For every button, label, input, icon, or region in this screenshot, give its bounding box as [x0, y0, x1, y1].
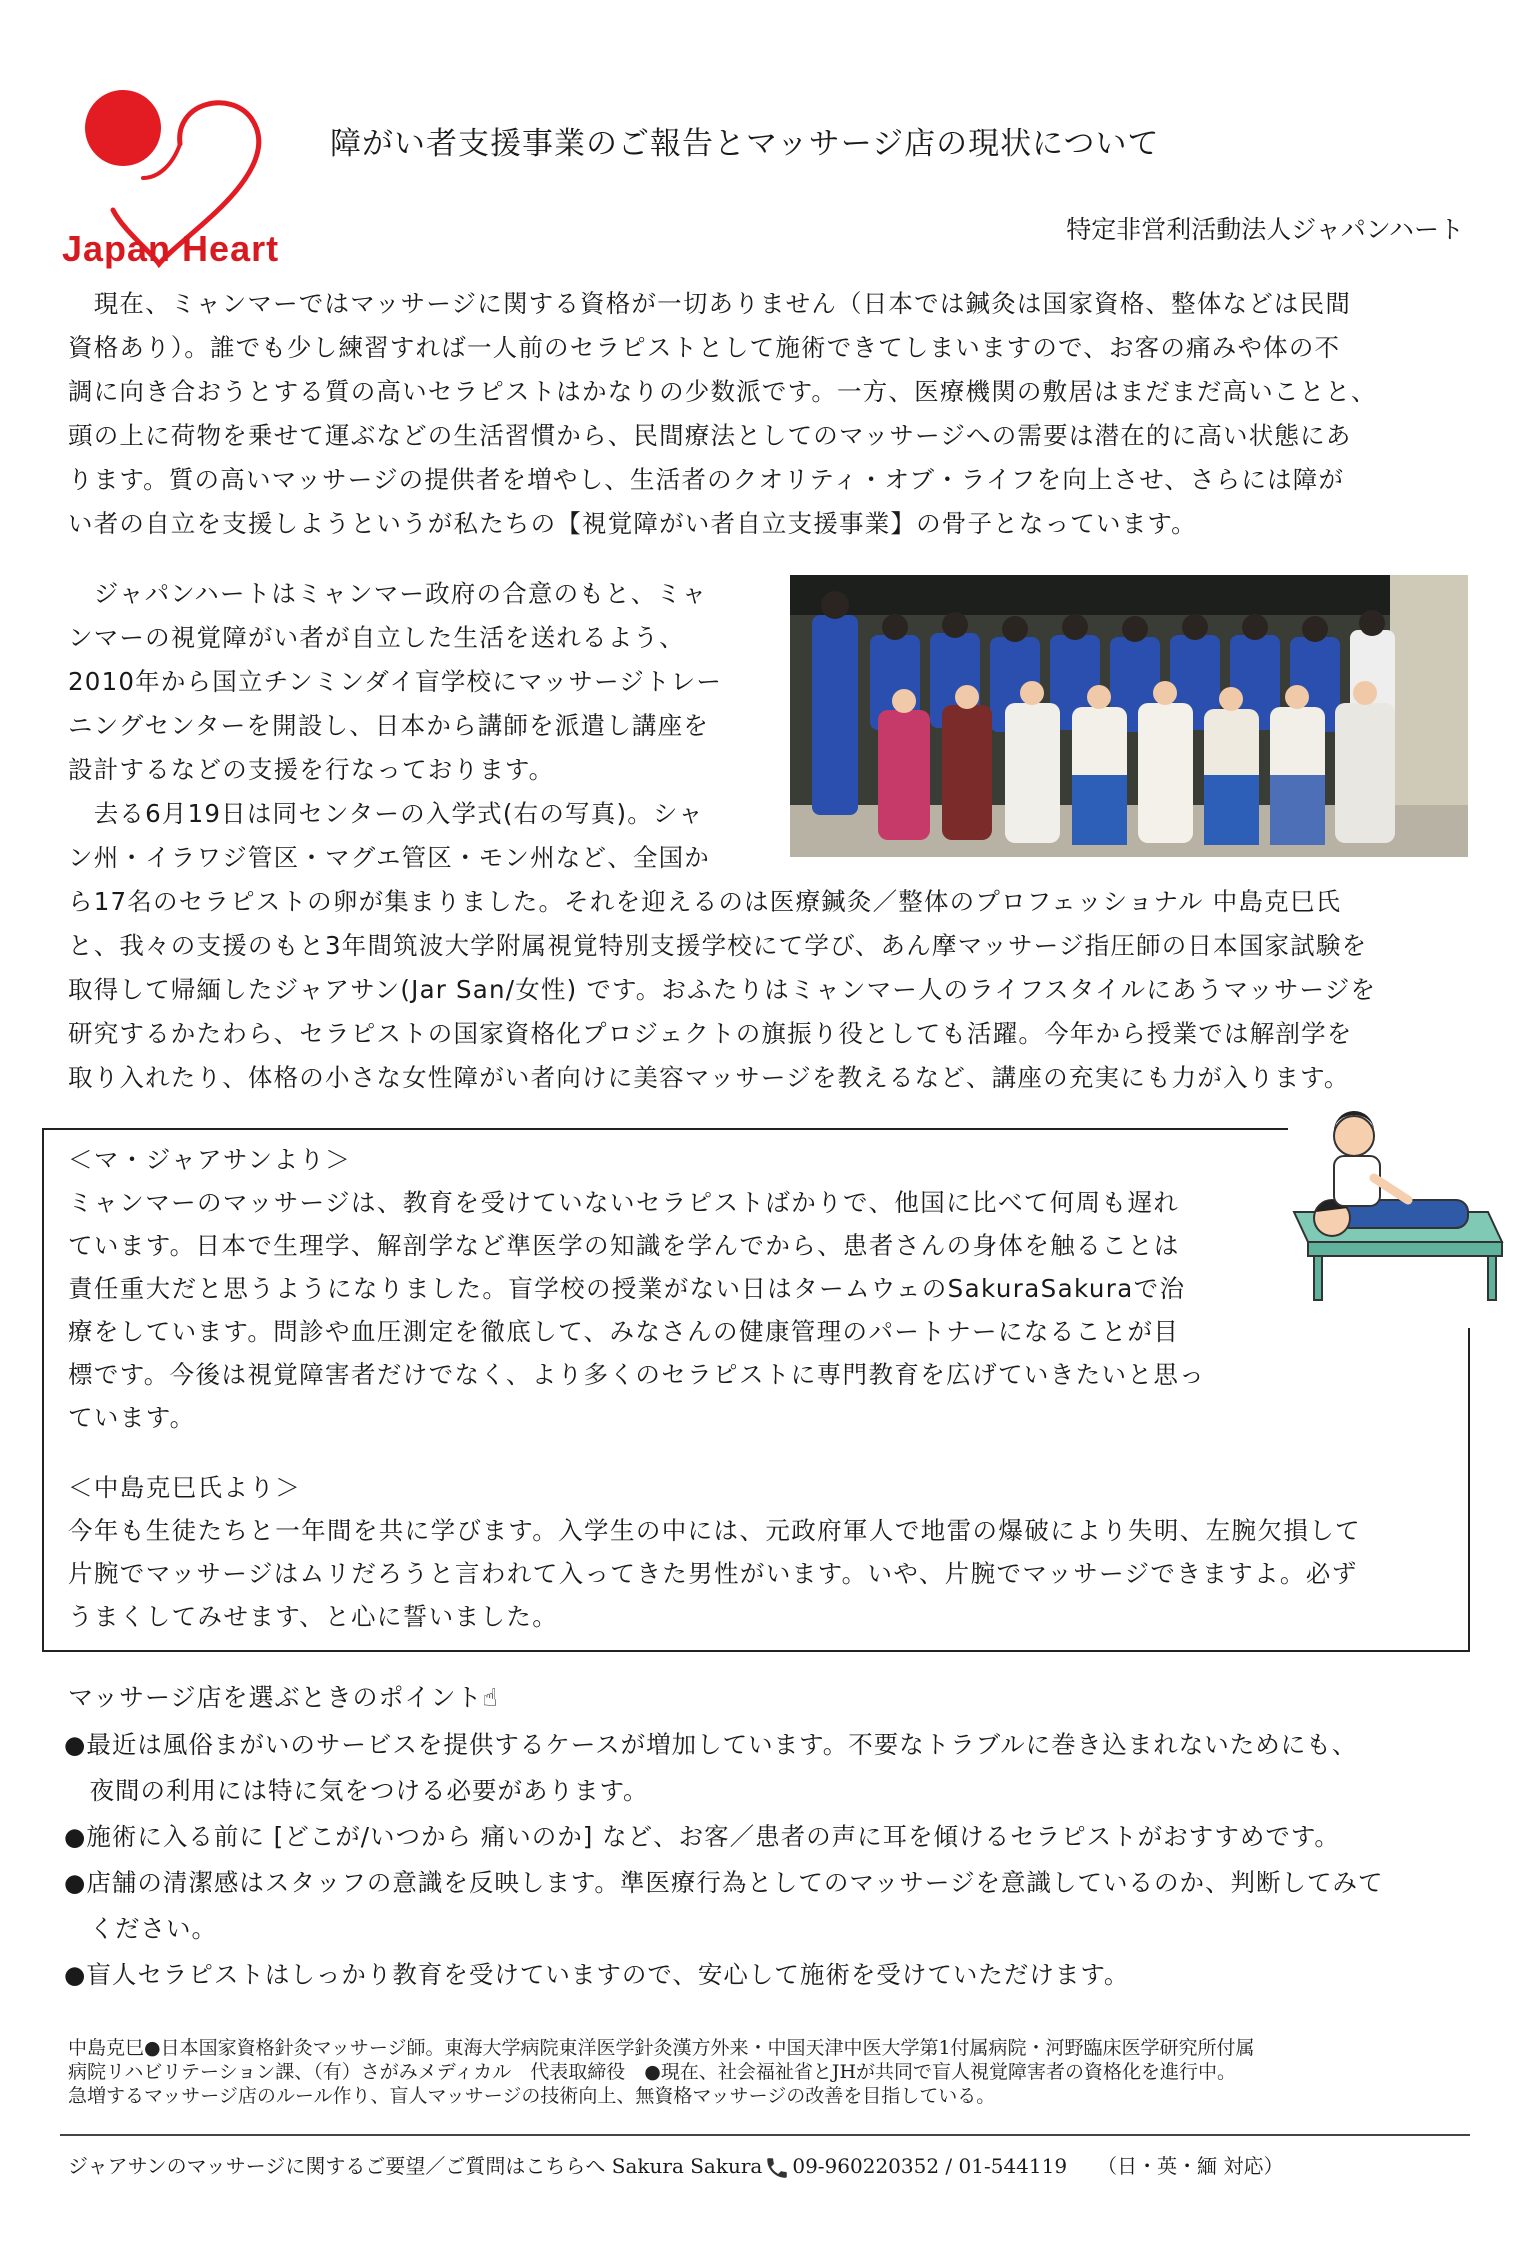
text-line: ンマーの視覚障がい者が自立した生活を送れるよう、	[68, 623, 685, 652]
text-line: 療をしています。問診や血圧測定を徹底して、みなさんの健康管理のパートナーになることが目	[68, 1317, 1180, 1346]
phone-numbers: 09-960220352 / 01-544119	[792, 2154, 1068, 2178]
list-item: ●盲人セラピストはしっかり教育を受けていますので、安心して施術を受けていただけます。	[64, 1960, 1130, 1989]
text-line: ています。	[68, 1403, 196, 1432]
phone-icon	[764, 2155, 790, 2181]
quote-heading: ＜マ・ジャアサンより＞	[68, 1145, 352, 1174]
text-line: ジャパンハートはミャンマー政府の合意のもと、ミャ	[68, 579, 708, 608]
text-line: ニングセンターを開設し、日本から講師を派遣し講座を	[68, 711, 710, 740]
text-line: 今年も生徒たちと一年間を共に学びます。入学生の中には、元政府軍人で地雷の爆破により失明、左腕欠損して	[68, 1516, 1362, 1545]
text-line: うまくしてみせます、と心に誓いました。	[68, 1602, 559, 1631]
text-line: 資格あり）。誰でも少し練習すれば一人前のセラピストとして施術できてしまいますので、お客の痛みや体の不	[68, 333, 1341, 362]
text-line: ています。日本で生理学、解剖学など準医学の知識を学んでから、患者さんの身体を触ることは	[68, 1231, 1180, 1260]
text-line: と、我々の支援のもと3年間筑波大学附属視覚特別支援学校にて学び、あん摩マッサージ指圧師の日本国家試験を	[68, 931, 1368, 960]
nakajima-quote	[68, 1466, 1458, 1638]
text-line: 病院リハビリテーション課、（有）さがみメディカル 代表取締役 ●現在、社会福祉省とJHが共同で盲人視覚障害者の資格化を進行中。	[68, 2061, 1237, 2083]
text-line: 標です。今後は視覚障害者だけでなく、より多くのセラピストに専門教育を広げていきたいと思っ	[68, 1360, 1206, 1389]
text-line: 去る6月19日は同センターの入学式(右の写真)。シャ	[68, 799, 704, 828]
divider	[60, 2134, 1470, 2136]
instructors-paragraph	[68, 880, 1488, 1100]
jarsan-quote	[68, 1138, 1288, 1439]
text-line: 頭の上に荷物を乗せて運ぶなどの生活習慣から、民間療法としてのマッサージへの需要は潜在的に高い状態にあ	[68, 421, 1352, 450]
text-line: 調に向き合おうとする質の高いセラピストはかなりの少数派です。一方、医療機関の敷居はまだまだ高いことと、	[68, 377, 1377, 406]
text-line: ミャンマーのマッサージは、教育を受けていないセラピストばかりで、他国に比べて何周も遅れ	[68, 1188, 1180, 1217]
text-line: ら17名のセラピストの卵が集まりました。それを迎えるのは医療鍼灸／整体のプロフェッショナル 中島克巳氏	[68, 887, 1342, 916]
list-item: ●施術に入る前に [どこが/いつから 痛いのか] など、お客／患者の声に耳を傾けるセラピストがおすすめです。	[64, 1822, 1340, 1851]
quote-heading: ＜中島克巳氏より＞	[68, 1473, 302, 1502]
text-line: 研究するかたわら、セラピストの国家資格化プロジェクトの旗振り役としても活躍。今年から授業では解剖学を	[68, 1019, 1353, 1048]
page-title: 障がい者支援事業のご報告とマッサージ店の現状について	[330, 126, 1160, 162]
list-item: 夜間の利用には特に気をつける必要があります。	[64, 1776, 649, 1805]
language-support: （日・英・緬 対応）	[1107, 2154, 1284, 2178]
text-line: 取得して帰緬したジャアサン(Jar San/女性) です。おふたりはミャンマー人のライフスタイルにあうマッサージを	[68, 975, 1377, 1004]
organization-name: 特定非営利活動法人ジャパンハート	[1066, 215, 1464, 244]
text-line: 中島克巳●日本国家資格針灸マッサージ師。東海大学病院東洋医学針灸漢方外来・中国天津中医大学第1付属病院・河野臨床医学研究所付属	[68, 2037, 1255, 2059]
nakajima-profile-footnote	[68, 2036, 1478, 2108]
logo-text: Japan Heart	[62, 228, 280, 269]
text-line: 2010年から国立チンミンダイ盲学校にマッサージトレー	[68, 667, 723, 696]
tips-title: マッサージ店を選ぶときのポイント☝	[68, 1683, 499, 1712]
text-line: ン州・イラワジ管区・マグエ管区・モン州など、全国か	[68, 843, 711, 872]
tips-list	[64, 1722, 1464, 1998]
list-item: ●店舗の清潔感はスタッフの意識を反映します。準医療行為としてのマッサージを意識しているのか、判断してみて	[64, 1868, 1384, 1897]
list-item: ●最近は風俗まがいのサービスを提供するケースが増加しています。不要なトラブルに巻き込まれないためにも、	[64, 1730, 1358, 1759]
entrance-ceremony-photo	[790, 575, 1468, 857]
text-line: 設計するなどの支援を行なっております。	[68, 755, 555, 784]
text-line: 責任重大だと思うようになりました。盲学校の授業がない日はタームウェのSakuraSakuraで治	[68, 1274, 1186, 1303]
contact-prefix: ジャアサンのマッサージに関するご要望／ご質問はこちらへ Sakura Sakura	[68, 2154, 763, 2178]
text-line: 片腕でマッサージはムリだろうと言われて入ってきた男性がいます。いや、片腕でマッサージできますよ。必ず	[68, 1559, 1358, 1588]
text-line: い者の自立を支援しようというが私たちの【視覚障がい者自立支援事業】の骨子となっています。	[68, 509, 1197, 538]
text-line: 急増するマッサージ店のルール作り、盲人マッサージの技術向上、無資格マッサージの改善を目指している。	[68, 2085, 996, 2107]
contact-line	[68, 2150, 1283, 2181]
massage-illustration	[1288, 1108, 1510, 1328]
text-line: 取り入れたり、体格の小さな女性障がい者向けに美容マッサージを教えるなど、講座の充実にも力が入ります。	[68, 1063, 1350, 1092]
list-item: ください。	[64, 1914, 217, 1943]
intro-paragraph	[68, 282, 1468, 546]
text-line: 現在、ミャンマーではマッサージに関する資格が一切ありません（日本では鍼灸は国家資格、整体などは民間	[68, 289, 1352, 318]
text-line: ります。質の高いマッサージの提供者を増やし、生活者のクオリティ・オブ・ライフを向上させ、さらには障が	[68, 465, 1345, 494]
support-paragraph	[68, 572, 768, 880]
